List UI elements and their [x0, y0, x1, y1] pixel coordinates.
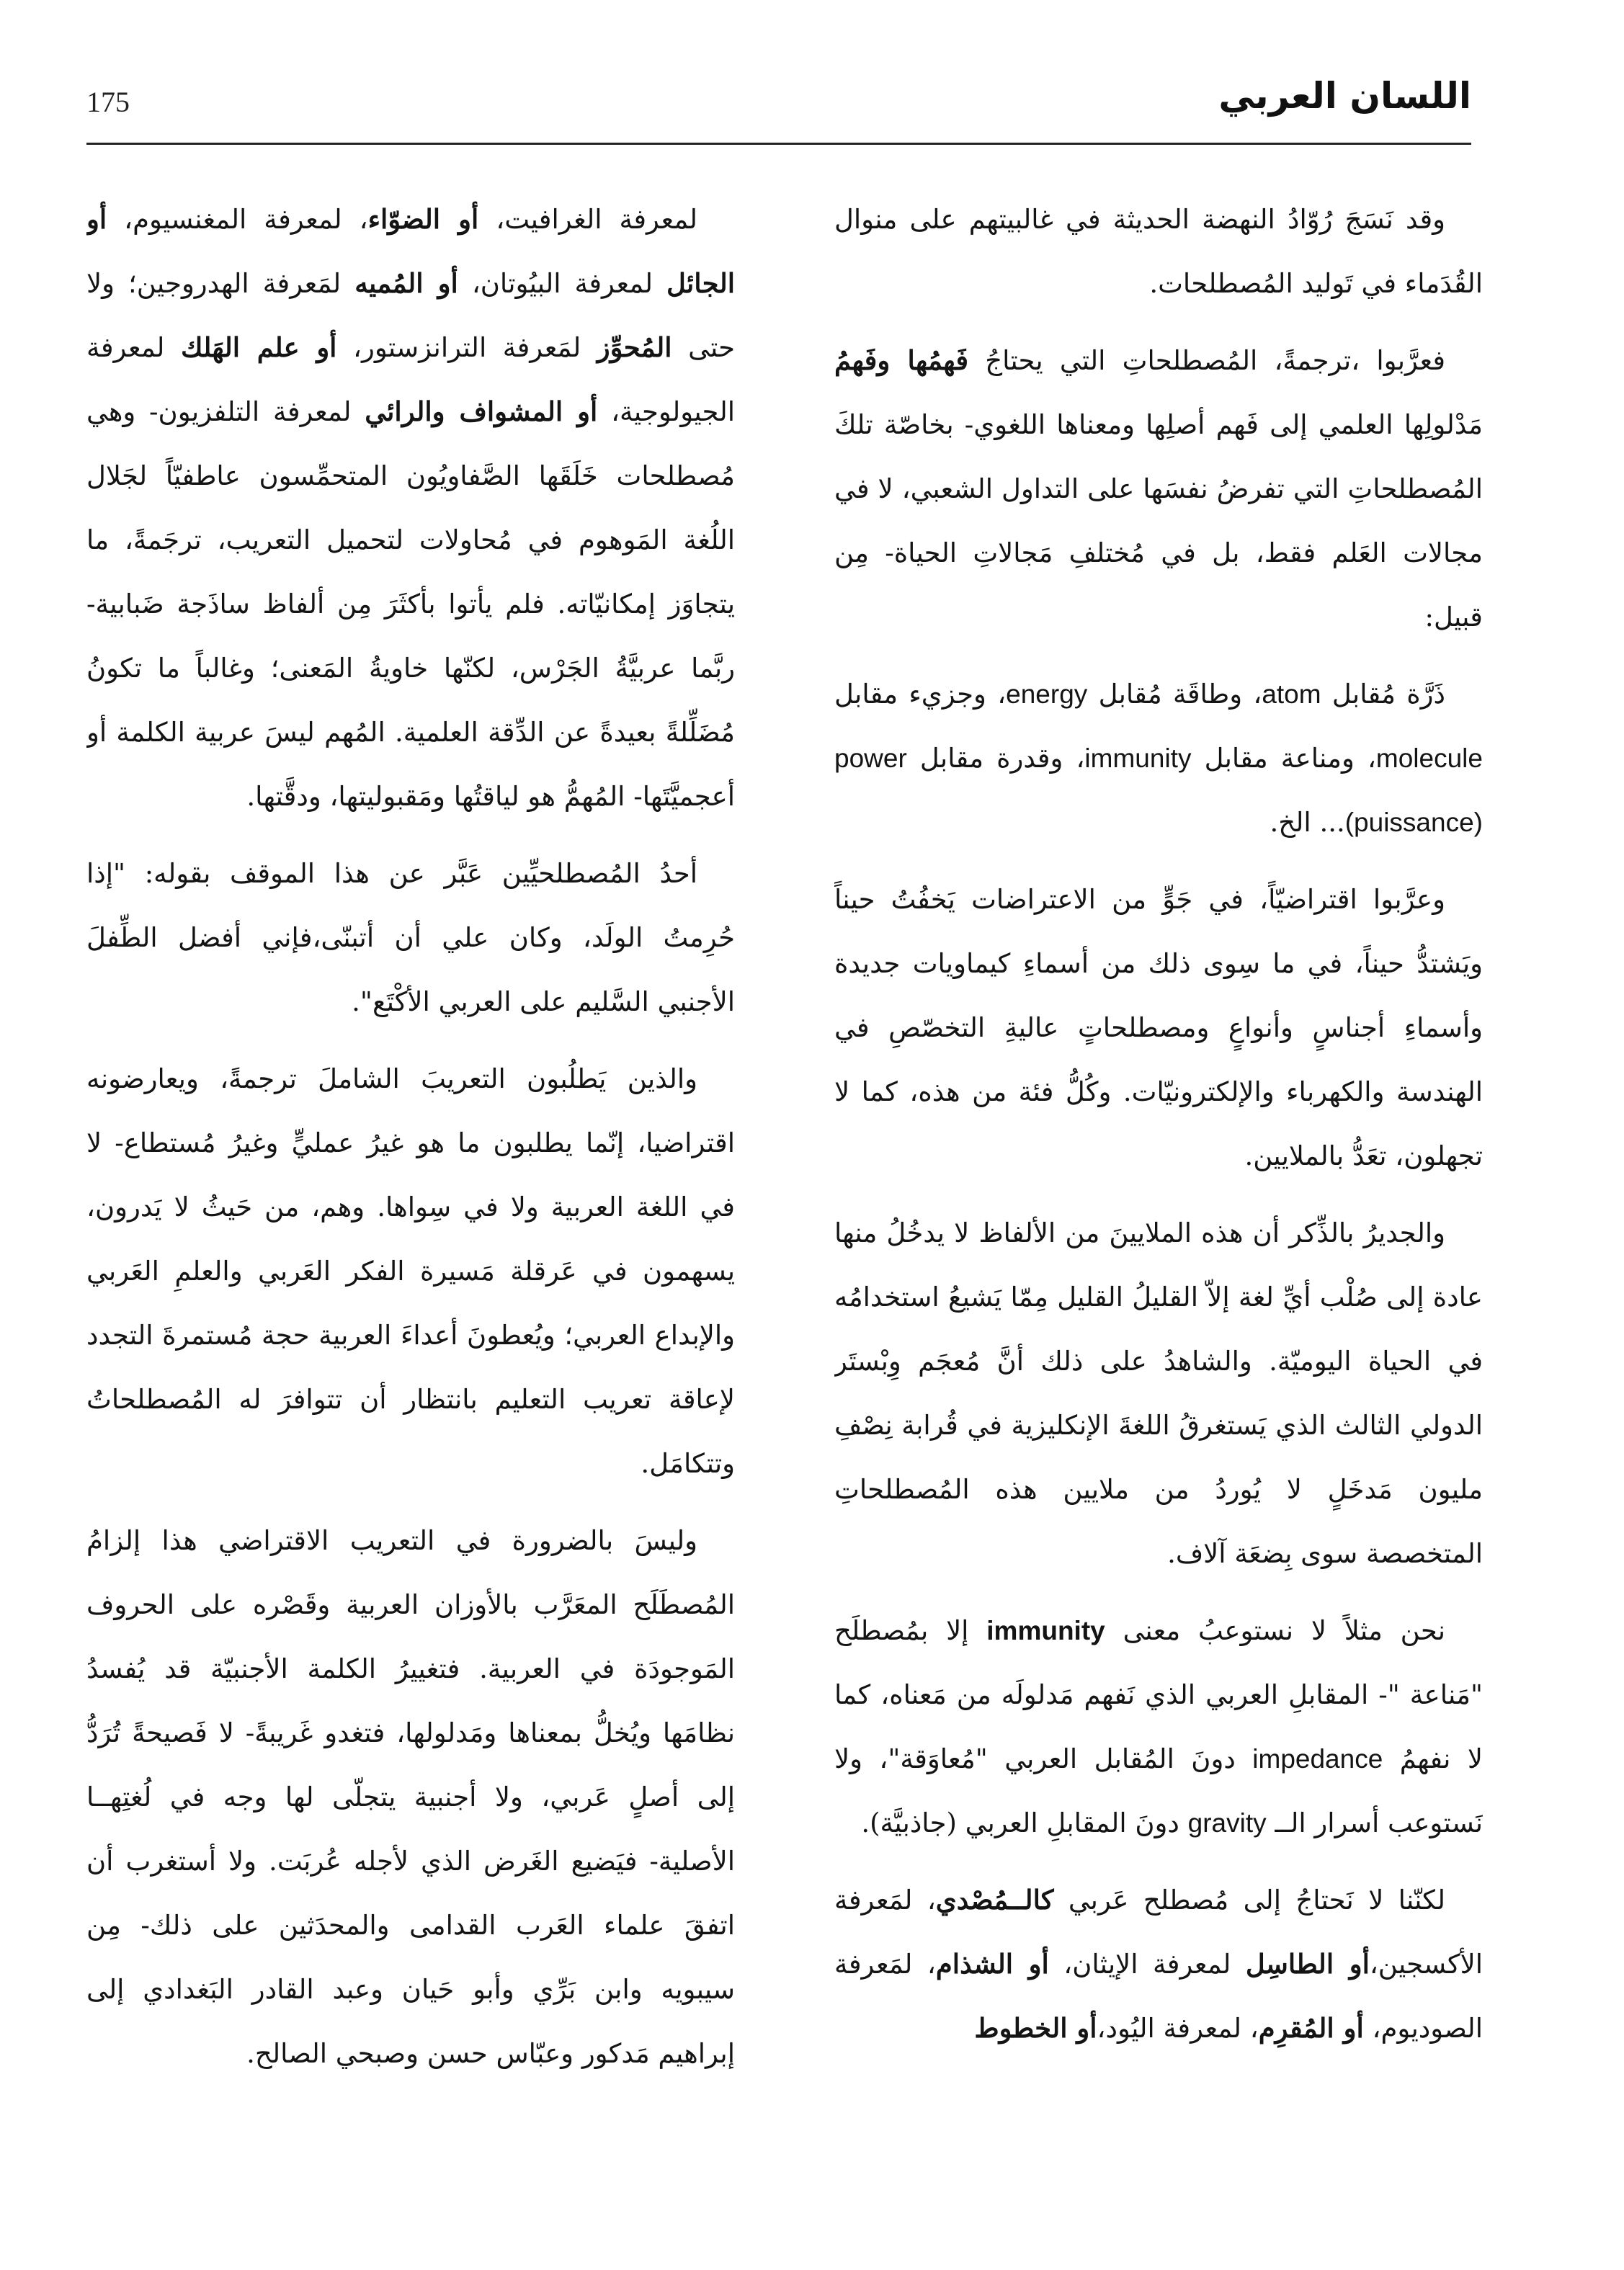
paragraph	[834, 187, 1483, 316]
text-run: وليسَ بالضرورة في التعريب الاقتراضي هذا إلزامُ المُصطَلَح المعَرَّب بالأوزان العربية وقَصْره على الحروف المَوجودَة في العربية. فتغييرُ الكلمة الأجنبيّة قد يُفسدُ نظامَها ويُخلُّ بمعناها ومَدلولها، فتغدو غَريبةً- لا فَصيحةً تُرَدُّ إلى أصلٍ عَربي، ولا أجنبية يتجلّى لها وجه في لُغتِهــا الأصلية- فيَضيع الغَرض الذي لأجله عُربَت. ولا أستغرب أن اتفقَ علماء العَرب القدامى والمحدَثين على ذلك- مِن سيبويه وابن بَرِّي وأبو حَيان وعبد القادر البَغدادي إلى إبراهيم مَدكور وعبّاس حسن وصبحي الصالح.	[86, 1525, 735, 2069]
text-run: ، لمَعرفة الصوديوم،	[834, 1949, 1483, 2044]
english-term: atom	[1262, 679, 1321, 709]
text-run: لمعرفة التلفزيون- وهي مُصطلحات خَلَقَها الصَّفاويُون المتحمِّسون عاطفيّاً لجَلال اللُغة المَوهوم في مُحاولات لتحميل التعريب، ترجَمةً، ما يتجاوَز إمكانيّاته. فلم يأتوا بأكثَرَ مِن ألفاظ ساذَجة ضَبابية- ربَّما عربيَّةُ الجَرْس، لكنّها خاويةُ المَعنى؛ وغالباً ما تكونُ مُضَلِّلةً بعيدةً عن الدِّقة العلمية. المُهم ليسَ عربية الكلمة أو أعجميَّتَها- المُهمُّ هو لياقتُها ومَقبوليتها، ودقَّتها.	[86, 396, 735, 812]
english-term: gravity	[1187, 1808, 1267, 1838]
journal-title: اللسان العربي	[1218, 75, 1471, 117]
text-run: لمعرفة الغرافيت،	[478, 204, 697, 235]
paragraph	[86, 1509, 735, 2086]
text-run: ، وجزيء مقابل	[834, 679, 1007, 710]
english-term: impedance	[1252, 1744, 1383, 1774]
text-run: أحدُ المُصطلحيِّين عَبَّر عن هذا الموقف بقوله: "إذا حُرِمتُ الولَد، وكان علي أن أتبنّى،فإني أفضل الطِّفلَ الأجنبي السَّليم على العربي الأكْتَع".	[86, 858, 735, 1017]
english-term: power (puissance)	[834, 743, 1483, 837]
page-number: 175	[86, 86, 130, 118]
text-run: ، وقدرة مقابل	[906, 743, 1085, 774]
text-run: والذين يَطلُبون التعريبَ الشاملَ ترجمةً، ويعارضونه اقتراضيا، إنّما يطلبون ما هو غيرُ عمليٍّ وغيرُ مُستطاع- لا في اللغة العربية ولا في سِواها. وهم، من حَيثُ لا يَدرون، يسهمون في عَرقلة مَسيرة الفكر العَربي والعلمِ العَربي والإبداع العربي؛ ويُعطونَ أعداءَ العربية حجة مُستمرةَ التجدد لإعاقة تعريب التعليم بانتظار أن تتوافرَ له المُصطلحاتُ وتتكامَل.	[86, 1063, 735, 1479]
text-run: ، لمعرفة المغنسيوم،	[107, 204, 368, 235]
bold-term: أو المُميه	[354, 267, 458, 299]
text-run: لمَعرفة الهدروجين؛ ولا حتى	[86, 268, 735, 363]
bold-term: أو الخطوط	[974, 2012, 1097, 2044]
bold-term: أو الجائل	[86, 203, 735, 299]
text-run: لمَعرفة الترانزستور،	[336, 332, 597, 363]
page-header	[86, 69, 1471, 148]
bold-term: أو الشذام	[935, 1948, 1049, 1980]
paragraph	[86, 1047, 735, 1496]
text-run: دونَ المُقابل العربي "مُعاوَقة"، ولا نَستوعب أسرار الــ	[834, 1743, 1483, 1838]
paragraph	[834, 329, 1483, 649]
text-run: والجديرُ بالذِّكر أن هذه الملايينَ من الألفاظ لا يدخُلُ منها عادة إلى صُلْب أيِّ لغة إلاّ القليلُ القليل مِمّا يَشيعُ استخدامُه في الحياة اليوميّة. والشاهدُ على ذلك أنَّ مُعجَم وِبْستَر الدولي الثالث الذي يَستغرقُ اللغةَ الإنكليزية في قُرابة نِصْفِ مليون مَدخَلٍ لا يُوردُ من ملايين هذه المُصطلحاتِ المتخصصة سوى بِضعَة آلاف.	[834, 1217, 1483, 1569]
text-run: وعرَّبوا اقتراضيّاً، في جَوٍّ من الاعتراضات يَخفُتُ حيناً ويَشتدُّ حيناً، في ما سِوى ذلك من أسماءِ كيماويات جديدة وأسماءِ أجناسٍ وأنواعٍ ومصطلحاتٍ عاليةِ التخصّصِ في الهندسة والكهرباء والإلكترونيّات. وكُلُّ فئة من هذه، كما لا تجهلون، تعَدُّ بالملايين.	[834, 884, 1483, 1171]
text-run: ، وطاقَة مُقابل	[1087, 679, 1262, 710]
paragraph	[86, 187, 735, 828]
text-run: ذَرَّة مُقابل	[1321, 679, 1446, 710]
text-run: ، لمَعرفة الأكسجين،	[834, 1885, 1483, 1980]
paragraph	[834, 662, 1483, 854]
text-run: ... الخ.	[1270, 807, 1345, 838]
bold-term: فَهمُها وفَهمُ	[834, 344, 969, 376]
text-run: إلا بمُصطلَح "مَناعة "- المقابلِ العربي الذي نَفهم مَدلولَه من مَعناه، كما لا نفهمُ	[834, 1615, 1483, 1774]
english-term: energy	[1006, 679, 1088, 709]
english-term: immunity	[1084, 743, 1192, 773]
text-run: لمعرفة الجيولوجية،	[86, 332, 735, 427]
text-run: لكنّنا لا نَحتاجُ إلى مُصطلح عَربي	[1053, 1885, 1445, 1916]
bold-term: أو المُقرِم	[1258, 2012, 1364, 2044]
text-run: نحن مثلاً لا نستوعبُ معنى	[1105, 1615, 1445, 1646]
text-run: ، ومناعة مقابل	[1191, 743, 1376, 774]
bold-term: أو الطاسِل	[1245, 1948, 1370, 1980]
english-term: molecule	[1375, 743, 1483, 773]
bold-term: أو علم الهَلك	[181, 331, 337, 363]
bold-term: أو الضوّاء	[367, 203, 479, 235]
text-run: لمعرفة البيُوتان،	[458, 268, 666, 299]
paragraph	[834, 1599, 1483, 1855]
english-term: immunity	[986, 1616, 1105, 1645]
text-run: وقد نَسَجَ رُوّادُ النهضة الحديثة في غالبيتهم على منوال القُدَماء في تَوليد المُصطلحات.	[834, 204, 1483, 299]
left-column	[86, 187, 735, 2233]
text-run: مَدْلولِها العلمي إلى فَهم أصلِها ومعناها اللغوي- بخاصّة تلكَ المُصطلحاتِ التي تفرضُ نفسَها على التداول الشعبي، لا في مجالات العَلم فقط، بل في مُختلفِ مَجالاتِ الحياة- مِن قبيل:	[834, 409, 1483, 633]
bold-term: المُحوِّز	[597, 331, 672, 363]
bold-term: كالــمُصْدي	[935, 1884, 1054, 1916]
paragraph	[834, 867, 1483, 1188]
right-column	[834, 187, 1483, 2233]
header-divider	[86, 143, 1471, 145]
bold-term: أو المشواف والرائي	[365, 396, 598, 427]
paragraph	[834, 1201, 1483, 1586]
text-run: لمعرفة الإيثان،	[1048, 1949, 1246, 1980]
paragraph	[86, 841, 735, 1034]
paragraph	[834, 1868, 1483, 2060]
text-run: فعرَّبوا ،ترجمةً، المُصطلحاتِ التي يحتاجُ	[968, 345, 1446, 376]
text-run: ، لمعرفة اليُود،	[1097, 2013, 1259, 2044]
text-run: دونَ المقابلِ العربي (جاذبيَّة).	[861, 1807, 1188, 1838]
